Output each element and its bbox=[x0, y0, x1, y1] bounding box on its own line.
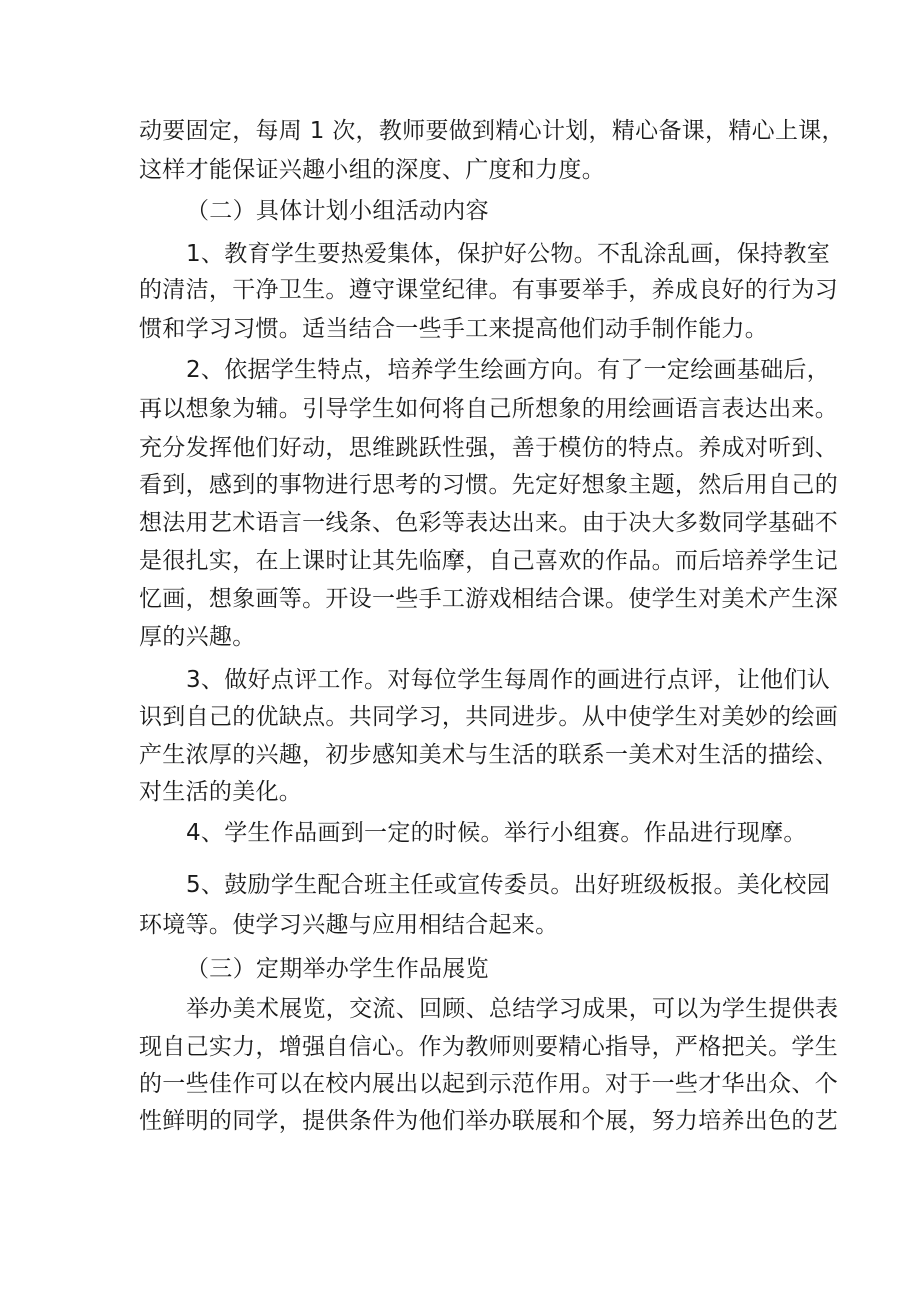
text-line: 厚的兴趣。 bbox=[139, 624, 256, 650]
text-line: 的清洁，干净卫生。遵守课堂纪律。有事要举手，养成良好的行为习 bbox=[139, 277, 838, 303]
text-line: 的一些佳作可以在校内展出以起到示范作用。对于一些才华出众、个 bbox=[139, 1071, 838, 1097]
text-line: 举办美术展览，交流、回顾、总结学习成果，可以为学生提供表 bbox=[186, 996, 839, 1022]
section-heading: （二）具体计划小组活动内容 bbox=[186, 198, 489, 224]
text-line: 2、依据学生特点，培养学生绘画方向。有了一定绘画基础后， bbox=[186, 357, 831, 383]
text-line: 想法用艺术语言一线条、色彩等表达出来。由于决大多数同学基础不 bbox=[139, 510, 838, 536]
text-line: 这样才能保证兴趣小组的深度、广度和力度。 bbox=[139, 157, 605, 183]
text-line: 对生活的美化。 bbox=[139, 779, 303, 805]
section-heading: （三）定期举办学生作品展览 bbox=[186, 956, 489, 982]
text-line: 动要固定，每周 1 次，教师要做到精心计划，精心备课，精心上课， bbox=[139, 118, 845, 144]
text-line: 再以想象为辅。引导学生如何将自己所想象的用绘画语言表达出来。 bbox=[139, 396, 838, 422]
text-line: 5、鼓励学生配合班主任或宣传委员。出好班级板报。美化校园 bbox=[186, 872, 831, 898]
text-line: 环境等。使学习兴趣与应用相结合起来。 bbox=[139, 912, 559, 938]
text-line: 产生浓厚的兴趣，初步感知美术与生活的联系一美术对生活的描绘、 bbox=[139, 742, 838, 768]
text-line: 是很扎实，在上课时让其先临摩，自己喜欢的作品。而后培养学生记 bbox=[139, 548, 838, 574]
text-line: 识到自己的优缺点。共同学习，共同进步。从中使学生对美妙的绘画 bbox=[139, 704, 838, 730]
text-line: 3、做好点评工作。对每位学生每周作的画进行点评，让他们认 bbox=[186, 667, 831, 693]
text-line: 现自己实力，增强自信心。作为教师则要精心指导，严格把关。学生 bbox=[139, 1034, 838, 1060]
text-line: 惯和学习习惯。适当结合一些手工来提高他们动手制作能力。 bbox=[139, 316, 769, 342]
text-line: 1、教育学生要热爱集体，保护好公物。不乱涂乱画，保持教室 bbox=[186, 241, 831, 267]
text-line: 4、学生作品画到一定的时候。举行小组赛。作品进行现摩。 bbox=[186, 820, 807, 846]
text-line: 性鲜明的同学，提供条件为他们举办联展和个展，努力培养出色的艺 bbox=[139, 1108, 838, 1134]
text-line: 充分发挥他们好动，思维跳跃性强，善于模仿的特点。养成对听到、 bbox=[139, 435, 838, 461]
text-line: 忆画，想象画等。开设一些手工游戏相结合课。使学生对美术产生深 bbox=[139, 586, 838, 612]
text-line: 看到，感到的事物进行思考的习惯。先定好想象主题，然后用自己的 bbox=[139, 472, 838, 498]
